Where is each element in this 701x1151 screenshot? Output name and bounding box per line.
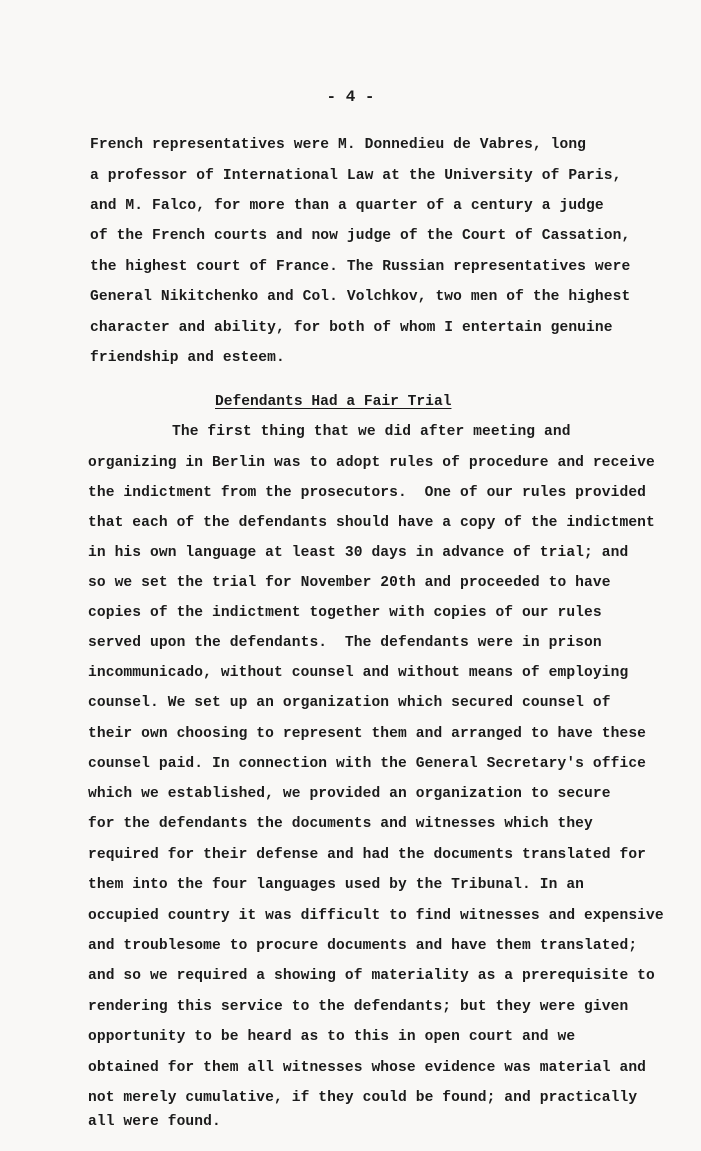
paragraph-2-line: their own choosing to represent them and arranged to have these: [88, 726, 647, 742]
paragraph-1-line: a professor of International Law at the University of Paris,: [90, 168, 622, 184]
paragraph-2-line: the indictment from the prosecutors. One of our rules provided: [88, 485, 647, 501]
paragraph-2-line: that each of the defendants should have a copy of the indictment: [88, 515, 655, 531]
paragraph-2-line: served upon the defendants. The defendants were in prison: [88, 635, 602, 651]
paragraph-1-line: character and ability, for both of whom I entertain genuine: [90, 320, 613, 336]
paragraph-2-line: rendering this service to the defendants; but they were given: [88, 999, 629, 1015]
paragraph-2-line: not merely cumulative, if they could be found; and practically: [88, 1090, 638, 1106]
paragraph-1-line: the highest court of France. The Russian representatives were: [90, 259, 631, 275]
paragraph-2-line: counsel paid. In connection with the General Secretary's office: [88, 756, 647, 772]
paragraph-2-line: for the defendants the documents and witnesses which they: [88, 816, 593, 832]
paragraph-2-line: copies of the indictment together with copies of our rules: [88, 605, 602, 621]
paragraph-1-line: of the French courts and now judge of the Court of Cassation,: [90, 228, 631, 244]
paragraph-2-line: obtained for them all witnesses whose evidence was material and: [88, 1060, 647, 1076]
paragraph-1-line: French representatives were M. Donnedieu de Vabres, long: [90, 137, 587, 153]
page-number: - 4 -: [326, 88, 375, 106]
paragraph-2-line: opportunity to be heard as to this in open court and we: [88, 1029, 576, 1045]
paragraph-2-line: in his own language at least 30 days in advance of trial; and: [88, 545, 629, 561]
paragraph-2-line: incommunicado, without counsel and without means of employing: [88, 665, 629, 681]
paragraph-1-line: General Nikitchenko and Col. Volchkov, two men of the highest: [90, 289, 631, 305]
paragraph-2-line: required for their defense and had the documents translated for: [88, 847, 647, 863]
paragraph-2-line: The first thing that we did after meeting and: [172, 424, 571, 440]
paragraph-2-line: them into the four languages used by the Tribunal. In an: [88, 877, 585, 893]
section-heading: Defendants Had a Fair Trial: [215, 394, 452, 410]
paragraph-2-line: counsel. We set up an organization which secured counsel of: [88, 695, 611, 711]
paragraph-2-line: and so we required a showing of materiality as a prerequisite to: [88, 968, 655, 984]
paragraph-1-line: and M. Falco, for more than a quarter of a century a judge: [90, 198, 604, 214]
paragraph-2-line: organizing in Berlin was to adopt rules of procedure and receive: [88, 455, 655, 471]
paragraph-2-line: which we established, we provided an organization to secure: [88, 786, 611, 802]
paragraph-2-line: so we set the trial for November 20th and proceeded to have: [88, 575, 611, 591]
paragraph-2-line: and troublesome to procure documents and have them translated;: [88, 938, 638, 954]
paragraph-1-line: friendship and esteem.: [90, 350, 285, 366]
paragraph-2-line: occupied country it was difficult to find witnesses and expensive: [88, 908, 664, 924]
paragraph-2-line: all were found.: [88, 1114, 221, 1130]
